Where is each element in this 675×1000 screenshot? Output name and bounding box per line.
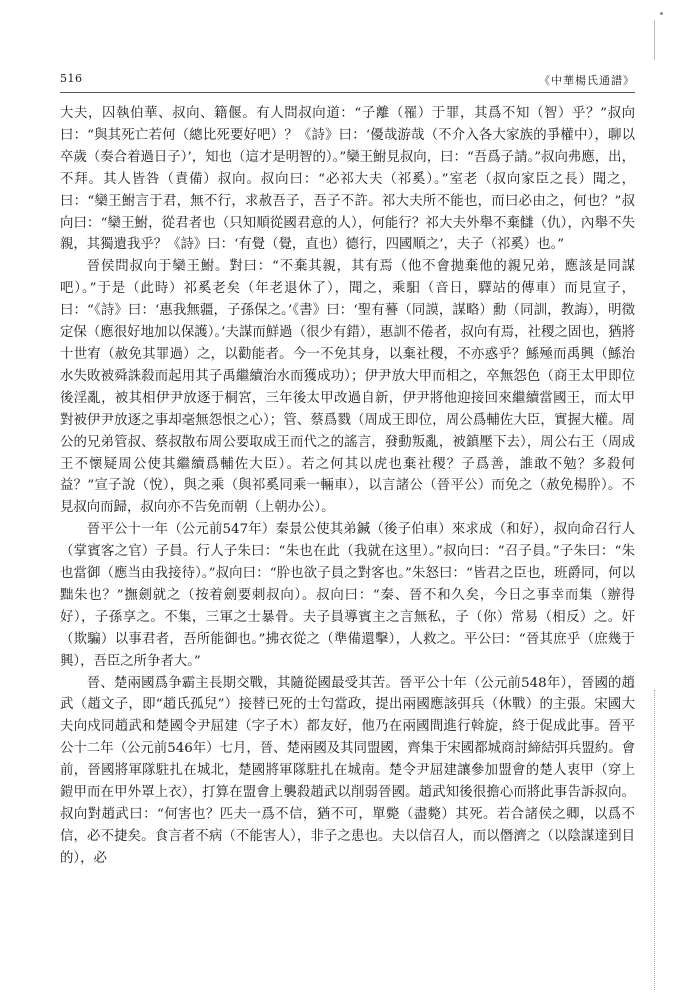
paragraph-1: 大夫，囚執伯華、叔向、籍偃。有人問叔向道：“子離（罹）于罪，其爲不知（智）乎？”叔向曰：“與其死亡若何（總比死要好吧）？《詩》曰：‘優哉游哉（不介入各大家族的爭權中），聊以卒歲（奏合着過日子）’，知也（這才是明智的）。”欒王鮒見叔向，曰：“吾爲子請。”叔向弗應，出，不拜。其人皆咎（責備）叔向。叔向曰：“必祁大夫（祁奚）。”室老（叔向家臣之長）聞之，曰：“欒王鮒言于君，無不行，求赦吾子，吾子不許。祁大夫所不能也，而曰必由之，何也？”叔向曰：“欒王鮒，從君者也（只知順從國君意的人），何能行？祁大夫外舉不棄讎（仇），內舉不失親，其獨遺我乎？《詩》曰：‘有覺（覺，直也）德行，四國順之’，夫子（祁奚）也。”: [60, 106, 635, 253]
paragraph-4: 晉、楚兩國爲争霸主長期交戰，其隨從國最受其苦。晉平公十年（公元前548年），晉國的趙武（趙文子，即“趙氏孤兒”）接替已死的士匄當政，提出兩國應該弭兵（休戰）的主張。宋國大夫向戍同趙武和楚國令尹屈建（字子木）都友好，他乃在兩國間進行斡旋，終于促成此事。晉平公十二年（公元前546年）七月，晉、楚兩國及其同盟國，齊集于宋國都城商討締結弭兵盟約。會前，晉國將軍隊駐扎在城北，楚國將軍隊駐扎在城南。楚令尹屈建讓參加盟會的楚人衷甲（穿上鎧甲而在甲外罩上衣），打算在盟會上襲殺趙武以削弱晉國。趙武知後很擔心而將此事告訴叔向。叔向對趙武曰：“何害也？匹夫一爲不信，猶不可，單斃（盡斃）其死。若合諸侯之卿，以爲不信，必不捷矣。食言者不病（不能害人），非子之患也。夫以信召人，而以僭濟之（以陰謀達到目的），必: [60, 675, 635, 866]
running-head-title: 《中華楊氏通譜》: [539, 74, 635, 87]
paragraph-2: 晉侯問叔向于欒王鮒。對曰：“不棄其親，其有焉（他不會拋棄他的親兄弟，應該是同謀吧）。”于是（此時）祁奚老矣（年老退休了），聞之，乘馹（音日，驛站的傳車）而見宣子，曰：“《詩》曰：‘惠我無疆，子孫保之。’《書》曰：‘聖有謩（同謨，謀略）勳（同訓，教誨），明徵定保（應很好地加以保護）。’夫謀而鮮過（很少有錯），惠訓不倦者，叔向有焉，社稷之固也，猶將十世宥（赦免其罪過）之，以勸能者。今一不免其身，以棄社稷，不亦惑乎？鯀殛而禹興（鯀治水失敗被舜誅殺而起用其子禹繼續治水而獲成功）；伊尹放大甲而相之，卒無怨色（商王太甲即位後淫亂，被其相伊尹放逐于桐宮，三年後太甲改過自新，伊尹將他迎接回來繼續當國王，而太甲對被伊尹放逐之事却毫無怨恨之心）；管、蔡爲戮（周成王即位，周公爲輔佐大臣，實握大權。周公的兄弟管叔、蔡叔散布周公要取成王而代之的謠言，發動叛亂，被鎮壓下去），周公右王（周成王不懷疑周公使其繼續爲輔佐大臣）。若之何其以虎也棄社稷？子爲善，誰敢不勉？多殺何益？”宣子說（悅），與之乘（與祁奚同乘一輛車），以言諸公（晉平公）而免之（赦免楊肸）。不見叔向而歸，叔向亦不告免而朝（上朝办公）。: [60, 259, 635, 516]
header-rule: [60, 92, 635, 93]
scan-speck: [660, 12, 663, 15]
page-number: 516: [60, 72, 83, 85]
scan-edge-mark-bottom: [654, 690, 669, 990]
body-text: [60, 103, 635, 960]
paragraph-3: 晉平公十一年（公元前547年）秦景公使其弟鍼（後子伯車）來求成（和好），叔向命召行人（掌賓客之官）子員。行人子朱曰：“朱也在此（我就在这里）。”叔向曰：“召子員。”子朱曰：“朱也當御（應当由我接待）。”叔向曰：“肸也欲子員之對客也。”朱怒曰：“皆君之臣也，班爵同，何以黜朱也？”撫劍就之（按着劍要刺叔向）。叔向曰：“秦、晉不和久矣，今日之事幸而集（辦得好），子孫享之。不集，三軍之士暴骨。夫子員導賓主之言無私，子（你）常易（相反）之。奸（欺騙）以事君者，吾所能御也。”拂衣從之（準備還擊），人救之。平公曰：“晉其庶乎（庶幾于興），吾臣之所争者大。”: [60, 522, 635, 669]
scan-edge-mark-top: [654, 20, 669, 60]
page-header: [60, 72, 635, 92]
